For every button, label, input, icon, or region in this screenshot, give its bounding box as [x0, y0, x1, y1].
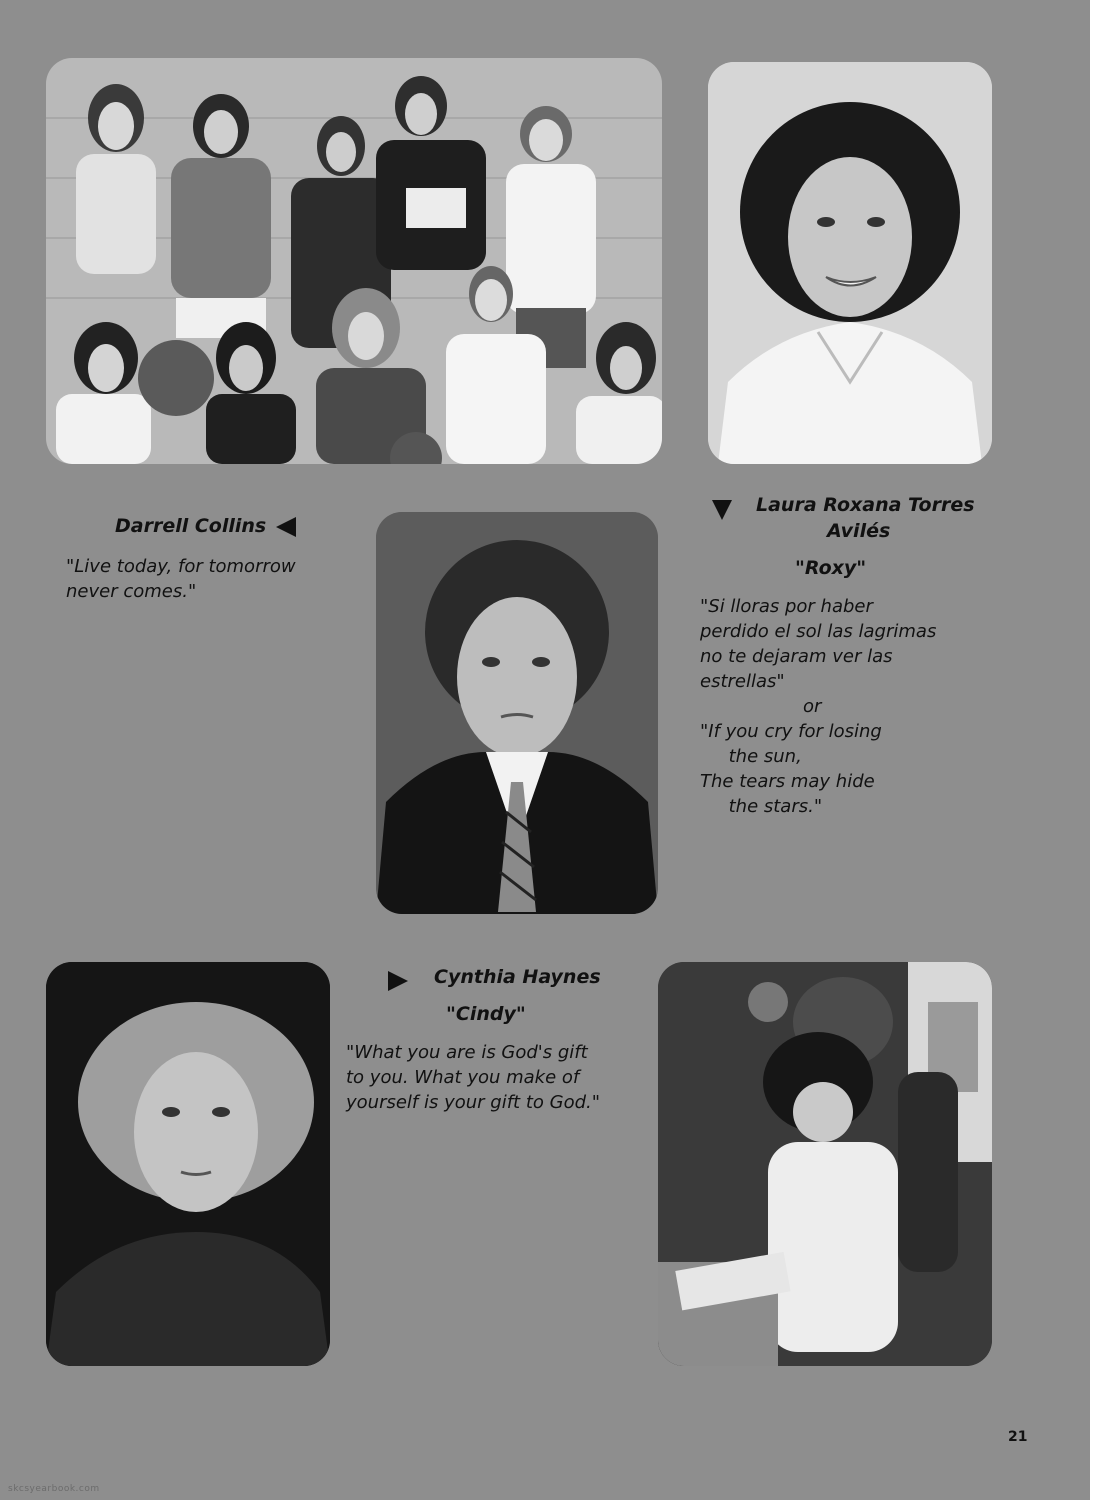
cynthia-nickname: "Cindy"	[446, 1003, 526, 1025]
portrait-cynthia-image	[46, 962, 330, 1366]
portrait-laura-image	[708, 62, 992, 464]
portrait-laura-torres	[708, 62, 992, 464]
candid-photo	[658, 962, 992, 1366]
darrell-quote: "Live today, for tomorrow never comes."	[66, 556, 296, 602]
laura-name-line1: Laura Roxana Torres	[756, 494, 975, 516]
portrait-cynthia-haynes	[46, 962, 330, 1366]
darrell-name: Darrell Collins	[115, 515, 267, 537]
portrait-darrell-image	[376, 512, 658, 914]
arrow-right-icon	[388, 971, 408, 991]
portrait-darrell-collins	[376, 512, 658, 914]
candid-photo-image	[658, 962, 992, 1366]
page-edge	[1090, 0, 1100, 1500]
watermark: skcsyearbook.com	[8, 1484, 100, 1494]
laura-name-line2: Avilés	[827, 520, 891, 542]
cynthia-quote: "What you are is God's gift to you. What you make of yourself is your gift to God."	[346, 1042, 601, 1113]
group-photo	[46, 58, 662, 464]
arrow-left-icon	[276, 517, 296, 537]
laura-quote: "Si lloras por haber perdido el sol las lagrimas no te dejaram ver las estrellas" or "If you cry for losing the sun, The tears may hide the stars."	[700, 596, 937, 817]
group-photo-image	[46, 58, 662, 464]
laura-nickname: "Roxy"	[795, 557, 867, 579]
arrow-down-icon	[712, 500, 732, 520]
page-number: 21	[1008, 1429, 1028, 1445]
cynthia-name: Cynthia Haynes	[434, 966, 601, 988]
